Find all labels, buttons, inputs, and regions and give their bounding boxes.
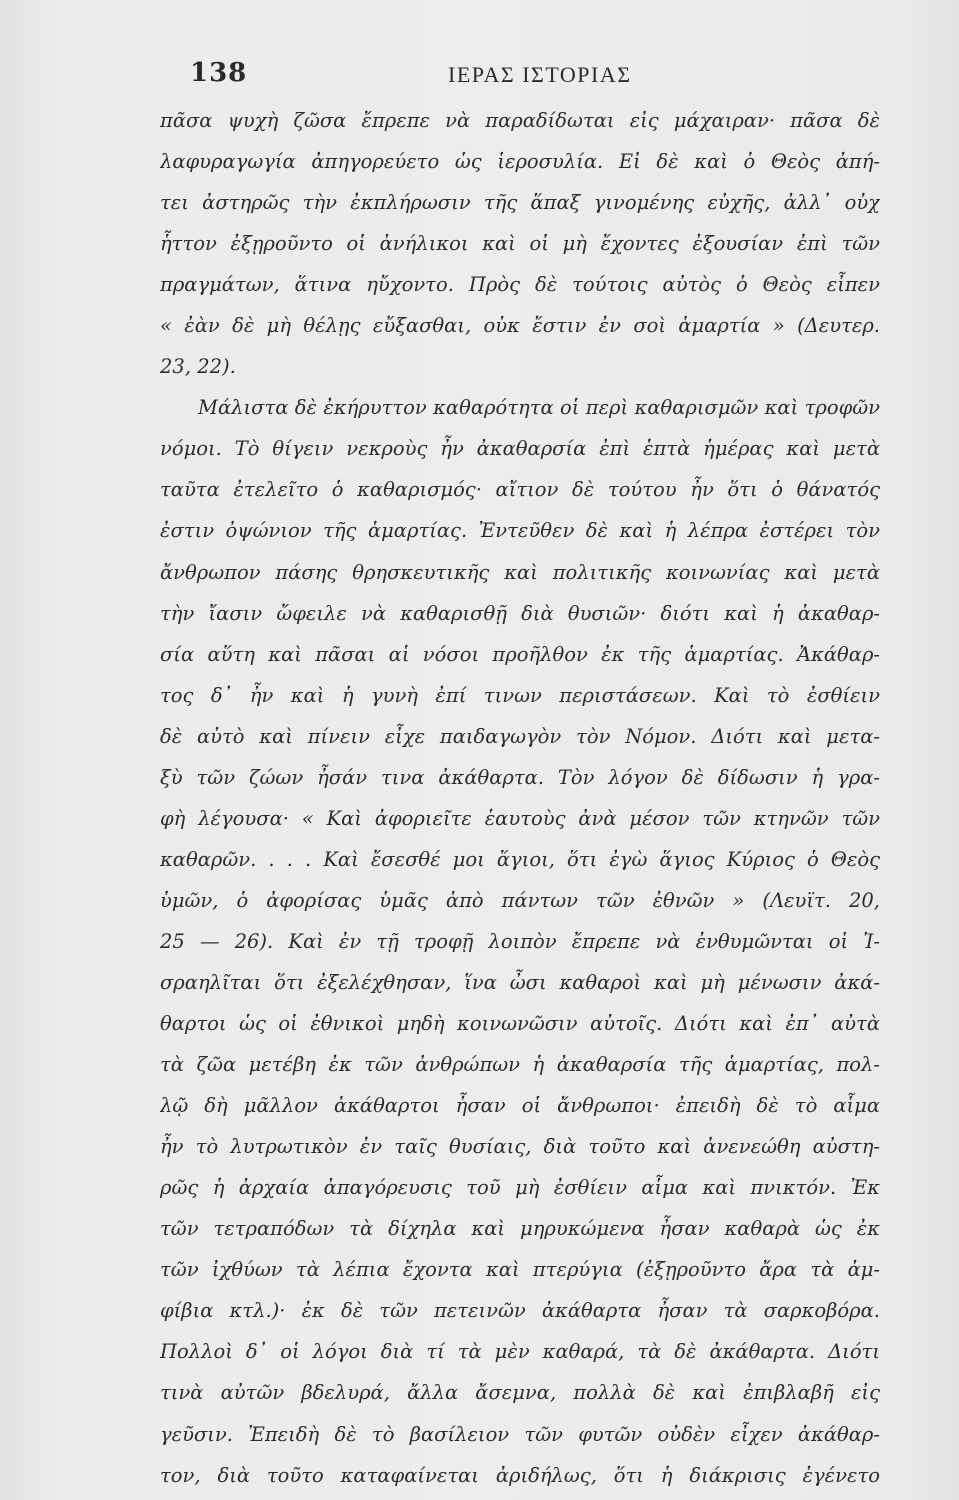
text-line: τὴν ἴασιν ὤφειλε νὰ καθαρισθῇ διὰ θυσιῶν· διότι καὶ ἡ ἀκαθαρ- [160,601,880,625]
text-line: πᾶσα ψυχὴ ζῶσα ἔπρεπε νὰ παραδίδωται εἰς μάχαιραν· πᾶσα δὲ [160,109,880,132]
running-head: ΙΕΡΑΣ ΙΣΤΟΡΙΑΣ [448,62,632,87]
text-line: σία αὕτη καὶ πᾶσαι αἱ νόσοι προῆλθον ἐκ τῆς ἁμαρτίας. Ἀκάθαρ- [160,642,880,666]
text-line: καθαρῶν. . . . Καὶ ἔσεσθέ μοι ἅγιοι, ὅτι ἐγὼ ἅγιος Κύριος ὁ Θεὸς [160,847,880,871]
text-line: θαρτοι ὡς οἱ ἐθνικοὶ μηδὴ κοινωνῶσιν αὐτοῖς. Διότι καὶ ἐπ᾽ αὐτὰ [160,1012,880,1036]
text-line: τινὰ αὐτῶν βδελυρά, ἄλλα ἄσεμνα, πολλὰ δὲ καὶ ἐπιβλαβῆ εἰς [160,1381,880,1405]
text-line: τει ἀστηρῶς τὴν ἐκπλήρωσιν τῆς ἅπαξ γινομένης εὐχῆς, ἀλλ᾽ οὐχ [160,191,880,215]
page-number: 138 [190,58,248,88]
text-line: ταῦτα ἐτελεῖτο ὁ καθαρισμός· αἴτιον δὲ τούτου ἦν ὅτι ὁ θάνατός [160,478,880,502]
text-line: 25 — 26). Καὶ ἐν τῇ τροφῇ λοιπὸν ἔπρεπε νὰ ἐνθυμῶνται οἱ Ἰ- [160,929,880,953]
text-line: τῶν ἰχθύων τὰ λέπια ἔχοντα καὶ πτερύγια (ἐξῃροῦντο ἄρα τὰ ἀμ- [160,1258,880,1282]
text-line: τον, διὰ τοῦτο καταφαίνεται ἀριδήλως, ὅτι ἡ διάκρισις ἐγένετο [160,1463,880,1487]
text-line: ἐστιν ὀψώνιον τῆς ἁμαρτίας. Ἐντεῦθεν δὲ καὶ ἡ λέπρα ἐστέρει τὸν [160,519,880,543]
text-line: 23, 22). [160,355,236,379]
text-line: λῷ δὴ μᾶλλον ἀκάθαρτοι ἦσαν οἱ ἄνθρωποι· ἐπειδὴ δὲ τὸ αἷμα [160,1094,880,1118]
text-line: νόμοι. Τὸ θίγειν νεκροὺς ἦν ἀκαθαρσία ἐπὶ ἑπτὰ ἡμέρας καὶ μετὰ [160,437,880,461]
text-line: ἧττον ἐξῃροῦντο οἱ ἀνήλικοι καὶ οἱ μὴ ἔχοντες ἐξουσίαν ἐπὶ τῶν [160,232,880,256]
text-line: σραηλῖται ὅτι ἐξελέχθησαν, ἵνα ὦσι καθαροὶ καὶ μὴ μένωσιν ἀκά- [160,970,880,994]
text-line: « ἐὰν δὲ μὴ θέλῃς εὔξασθαι, οὐκ ἔστιν ἐν σοὶ ἁμαρτία » (Δευτερ. [160,314,880,338]
text-line: ὑμῶν, ὁ ἀφορίσας ὑμᾶς ἀπὸ πάντων τῶν ἐθνῶν » (Λευϊτ. 20, [160,888,880,912]
text-line: Μάλιστα δὲ ἐκήρυττον καθαρότητα οἱ περὶ καθαρισμῶν καὶ τροφῶν [198,396,880,420]
text-line: ρῶς ἡ ἀρχαία ἀπαγόρευσις τοῦ μὴ ἐσθίειν αἷμα καὶ πνικτόν. Ἐκ [160,1176,880,1200]
text-line: φὴ λέγουσα· « Καὶ ἀφοριεῖτε ἑαυτοὺς ἀνὰ μέσον τῶν κτηνῶν τῶν [160,806,880,830]
text-line: Πολλοὶ δ᾽ οἱ λόγοι διὰ τί τὰ μὲν καθαρά, τὰ δὲ ἀκάθαρτα. Διότι [160,1340,880,1364]
text-line: πραγμάτων, ἅτινα ηὔχοντο. Πρὸς δὲ τούτοις αὐτὸς ὁ Θεὸς εἶπεν [160,273,880,297]
text-line: φίβια κτλ.)· ἐκ δὲ τῶν πετεινῶν ἀκάθαρτα ἦσαν τὰ σαρκοβόρα. [160,1299,880,1323]
text-line: λαφυραγωγία ἀπηγορεύετο ὡς ἱεροσυλία. Εἰ δὲ καὶ ὁ Θεὸς ἀπή- [160,150,880,174]
text-line: δὲ αὐτὸ καὶ πίνειν εἶχε παιδαγωγὸν τὸν Νόμον. Διότι καὶ μετα- [160,724,880,748]
page-header [190,58,870,98]
text-line: τῶν τετραπόδων τὰ δίχηλα καὶ μηρυκώμενα ἦσαν καθαρὰ ὡς ἐκ [160,1217,880,1241]
text-line: ἄνθρωπον πάσης θρησκευτικῆς καὶ πολιτικῆς κοινωνίας καὶ μετὰ [160,560,880,584]
text-line: γεῦσιν. Ἐπειδὴ δὲ τὸ βασίλειον τῶν φυτῶν οὐδὲν εἶχεν ἀκάθαρ- [160,1422,880,1446]
text-line: ἦν τὸ λυτρωτικὸν ἐν ταῖς θυσίαις, διὰ τοῦτο καὶ ἀνενεώθη αὐστη- [160,1135,880,1159]
body-text [160,100,880,1496]
text-line: τος δ᾽ ἦν καὶ ἡ γυνὴ ἐπί τινων περιστάσεων. Καὶ τὸ ἐσθίειν [160,683,880,707]
text-line: ξὺ τῶν ζώων ἦσάν τινα ἀκάθαρτα. Τὸν λόγον δὲ δίδωσιν ἡ γρα- [160,765,880,789]
text-line: τὰ ζῶα μετέβη ἐκ τῶν ἀνθρώπων ἡ ἀκαθαρσία τῆς ἁμαρτίας, πολ- [160,1053,880,1077]
